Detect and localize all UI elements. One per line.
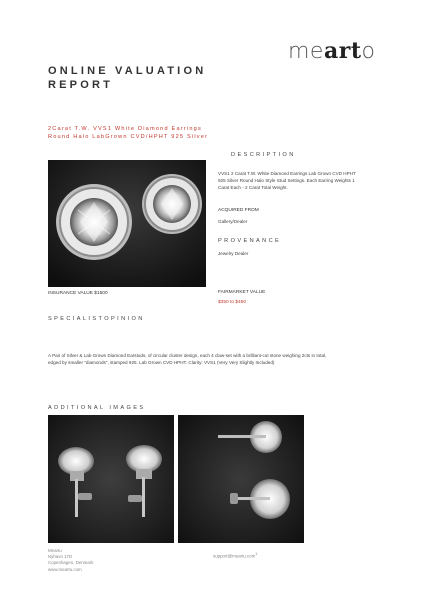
- earrings-back-image: [178, 415, 304, 543]
- footer-email[interactable]: support@meartu.com: [213, 553, 256, 559]
- footer-contact: [213, 551, 258, 560]
- provenance-heading: PROVENANCE: [218, 238, 282, 244]
- logo-art: art: [323, 38, 362, 64]
- description-line2: 925 Silver Round Halo Style Stud Settings. Each Earring Weights 1: [218, 178, 355, 183]
- description-heading: DESCRIPTION: [231, 152, 296, 158]
- earrings-side-image: [48, 415, 174, 543]
- item-title: [48, 125, 208, 141]
- fairmarket-label: FAIRMARKET VALUE: [218, 290, 266, 295]
- additional-photo-2: [178, 415, 304, 543]
- footer-company: Meartu: [48, 548, 62, 553]
- additional-photo-1: [48, 415, 174, 543]
- acquired-label: ACQUIRED FROM: [218, 208, 259, 213]
- provenance-value: Jewelry Dealer: [218, 251, 249, 256]
- earrings-image: [48, 160, 206, 287]
- description-line3: Carat Each - 2 Carat Total Weight.: [218, 185, 288, 190]
- footer-address2: Copenhagen, Denmark: [48, 560, 94, 566]
- report-title-line1: ONLINE VALUATION: [48, 65, 207, 77]
- logo-prefix: me: [288, 39, 324, 64]
- page-number: 1: [255, 551, 258, 556]
- specialist-text: [48, 352, 388, 366]
- specialist-line2: edged by smaller "diamonds", stamped 925. Lab Grown CVD HPHT. Clarity: VVS1 (Very Very Slightly Included): [48, 360, 275, 365]
- description-line1: VVS1 2 Carat T.W. White Diamond Earrings Lab Grown CVD HPHT: [218, 171, 356, 176]
- logo-suffix: o: [361, 39, 376, 64]
- footer-address1: Nyhavn 17D: [48, 554, 73, 560]
- footer-website[interactable]: www.meartu.com: [48, 566, 82, 572]
- specialist-line1: A Pair of Silver & Lab Grown Diamond Earstuds, of circular cluster design, each 4 claw-set with a brilliant-cut stone weighing 2cts in total,: [48, 353, 327, 358]
- description-text: [218, 170, 403, 191]
- report-title: [48, 64, 206, 92]
- acquired-value: Gallery/Dealer: [218, 219, 248, 224]
- report-title-line2: REPORT: [48, 79, 114, 91]
- item-title-line1: 2Carat T.W. VVS1 White Diamond Earrings: [48, 126, 202, 132]
- specialist-heading: SPECIALISTOPINION: [48, 316, 145, 322]
- fairmarket-value: $350 to $450: [218, 300, 247, 305]
- insurance-value: INSURANCE VALUE $1500: [48, 291, 108, 296]
- brand-logo: [288, 38, 375, 64]
- footer-address: [48, 548, 93, 573]
- main-photo: [48, 160, 206, 287]
- additional-images-heading: ADDITIONAL IMAGES: [48, 405, 146, 411]
- item-title-line2: Round Halo LabGrown CVD/HPHT 925 Silver: [48, 134, 209, 140]
